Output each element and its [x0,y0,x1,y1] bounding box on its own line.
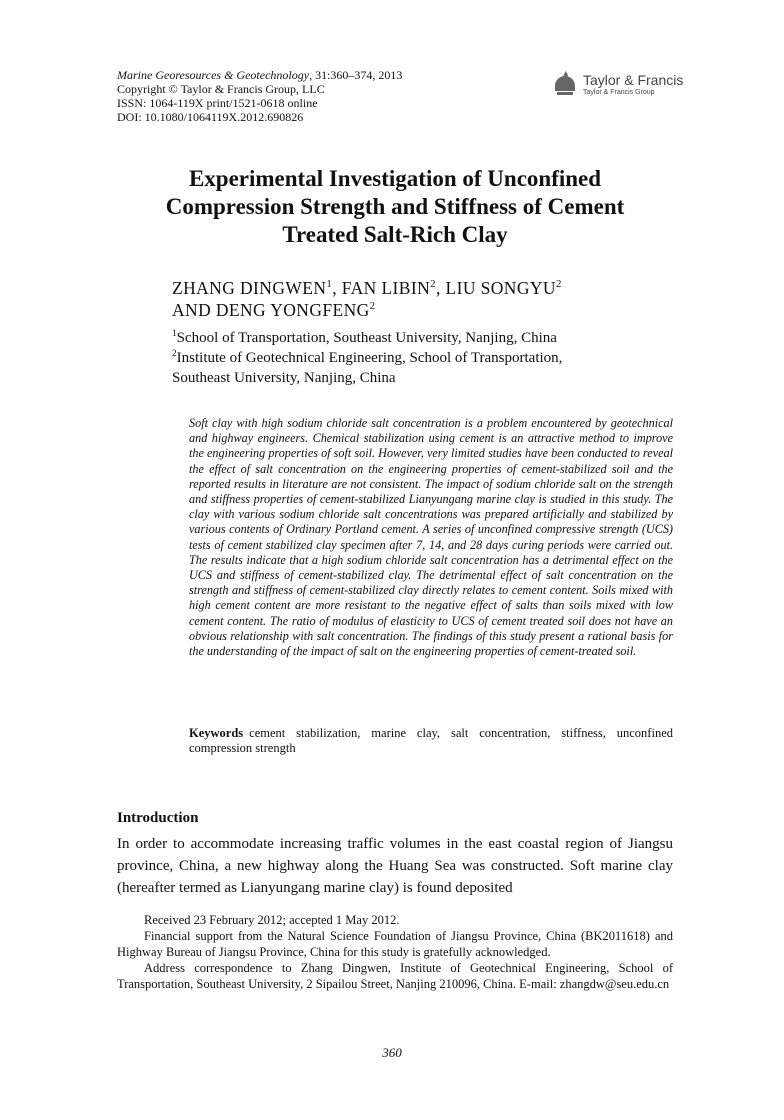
affiliations [172,328,562,388]
copyright-line: Copyright © Taylor & Francis Group, LLC [117,82,325,96]
footnote-received: Received 23 February 2012; accepted 1 May 2012. [144,913,400,927]
author-2-affil: 2 [430,278,436,291]
publisher-name: Taylor & Francis [583,72,684,88]
author-1: ZHANG DINGWEN [172,278,327,298]
journal-citation [117,68,402,82]
introduction-text: In order to accommodate increasing traffic volumes in the east coastal region of Jiangsu province, China, a new highway along the Huang Sea was constructed. Soft marine clay (hereafter termed as Lianyungang marine clay) is found deposited [117,836,673,896]
footnotes [117,912,673,992]
article-title [100,165,690,249]
author-4-affil: 2 [369,300,376,313]
footnote-correspondence: Address correspondence to Zhang Dingwen, Institute of Geotechnical Engineering, School of Transportation, Southeast University, 2 Sipailou Street, Nanjing 210096, China. E-mail: zhangdw@seu.edu.cn [117,961,673,991]
affil-2-line-1: Institute of Geotechnical Engineering, School of Transportation, [176,350,563,366]
publisher-logo [551,71,691,103]
publisher-lamp-icon [551,71,579,101]
keywords-text: cement stabilization, marine clay, salt concentration, stiffness, unconfined compression strength [189,726,673,755]
author-3: , LIU SONGYU [435,278,556,298]
keywords [189,726,673,756]
title-line-3: Treated Salt-Rich Clay [282,222,508,247]
author-3-affil: 2 [555,278,562,291]
page-number: 360 [382,1045,402,1060]
author-4: AND DENG YONGFENG [172,300,370,320]
footnote-funding: Financial support from the Natural Science Foundation of Jiangsu Province, China (BK2011618) and Highway Bureau of Jiangsu Province, China for this study is gratefully acknowledged. [117,929,673,959]
affil-2-line-2: Southeast University, Nanjing, China [172,370,396,386]
title-line-2: Compression Strength and Stiffness of Cement [165,194,625,219]
issn-line: ISSN: 1064-119X print/1521-0618 online [117,96,318,110]
abstract: Soft clay with high sodium chloride salt concentration is a problem encountered by geotechnical and highway engineers. Chemical stabilization using cement is an attractive method to improve the engineering properties of soft soil. However, very limited studies have been conducted to reveal the effect of salt concentration on the engineering properties of cement-stabilized soil and the reported results in literature are not consistent. The impact of sodium chloride salt on the strength and stiffness properties of cement-stabilized Lianyungang marine clay is studied in this study. The clay with various sodium chloride salt concentrations was prepared artificially and stabilized by various contents of Ordinary Portland cement. A series of unconfined compressive strength (UCS) tests of cement stabilized clay specimen after 7, 14, and 28 days curing periods were carried out. The results indicate that a high sodium chloride salt concentration has a detrimental effect on the UCS and stiffness of cement-stabilized clay. The detrimental effect of salt concentration on the strength and stiffness of cement-stabilized clay directly relates to cement content. Soils mixed with high cement content are more resistant to the negative effect of salts than soils mixed with low cement content. The ratio of modulus of elasticity to UCS of cement treated soil does not have an obvious relationship with salt concentration. The findings of this study present a rational basis for the understanding of the impact of salt on the engineering properties of cement-treated soil. [189,416,673,659]
doi-line: DOI: 10.1080/1064119X.2012.690826 [117,110,304,124]
volume-pages: , 31:360–374, 2013 [309,68,403,82]
introduction-heading: Introduction [117,810,199,826]
keywords-label: Keywords [189,726,244,740]
publisher-subname: Taylor & Francis Group [583,89,655,96]
affil-1: School of Transportation, Southeast University, Nanjing, China [176,330,557,346]
author-list [172,277,562,321]
affil-1-number: 1 [172,329,177,339]
affil-2-number: 2 [172,349,177,359]
title-line-1: Experimental Investigation of Unconfined [188,166,602,191]
author-1-affil: 1 [326,278,333,291]
journal-metadata [117,68,402,124]
journal-name: Marine Georesources & Geotechnology [117,68,310,82]
author-2: , FAN LIBIN [332,278,431,298]
